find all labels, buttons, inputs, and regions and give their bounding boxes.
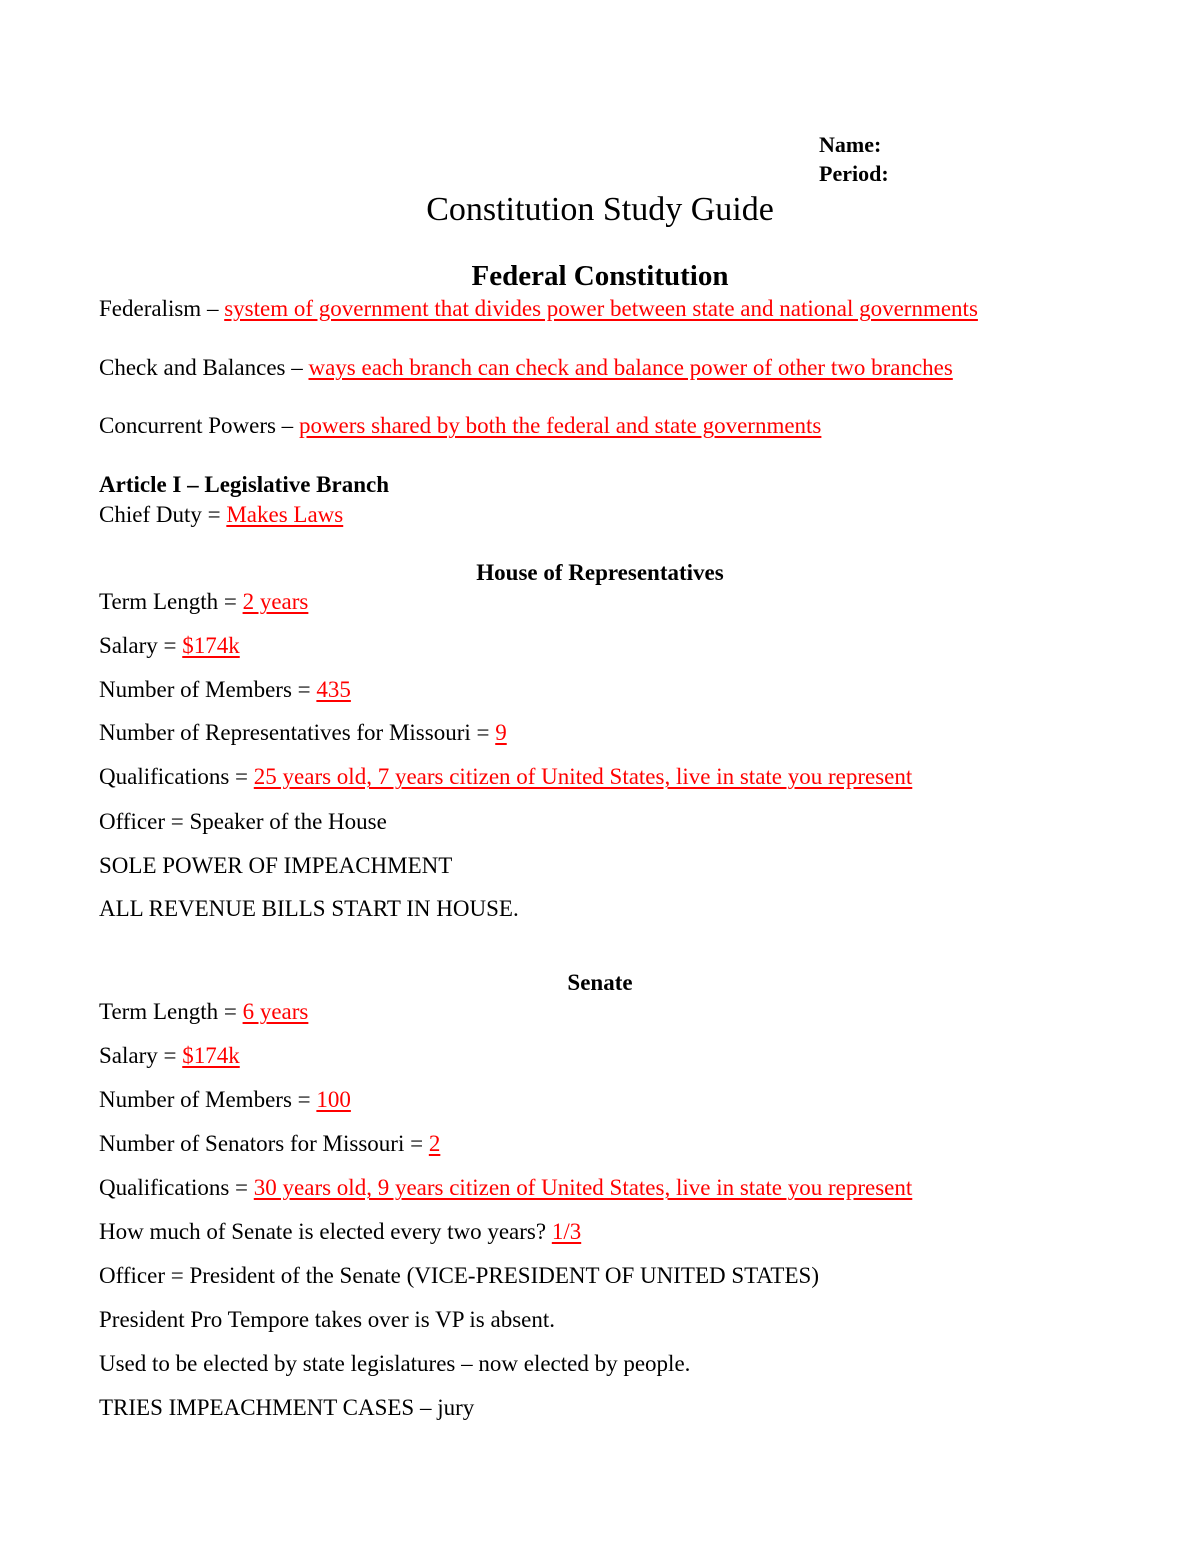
salary-label: Salary = [99,633,183,658]
term-label: Term Length = [99,999,243,1024]
term-label: Term Length = [99,589,243,614]
house-revenue: ALL REVENUE BILLS START IN HOUSE. [99,896,519,921]
elected-answer: 1/3 [551,1219,582,1244]
senate-elected-fraction [99,1218,581,1246]
period-label: Period: [819,161,889,186]
senate-qualifications [99,1174,912,1202]
definition-answer: ways each branch can check and balance power of other two branches [308,355,953,380]
student-header [819,130,889,188]
members-label: Number of Members = [99,1087,317,1112]
senate-impeachment: TRIES IMPEACHMENT CASES – jury [99,1395,475,1420]
senate-salary [99,1042,240,1070]
qualifications-answer: 25 years old, 7 years citizen of United States, live in state you represent [253,764,913,789]
missouri-answer: 9 [495,720,507,745]
salary-label: Salary = [99,1043,183,1068]
definition-checks-balances [99,354,953,382]
house-members [99,676,351,704]
senate-missouri [99,1130,440,1158]
house-salary [99,632,240,660]
definition-term: Federalism – [99,296,225,321]
house-officer: Officer = Speaker of the House [99,809,387,834]
missouri-answer: 2 [428,1131,441,1156]
senate-members [99,1086,351,1114]
qualifications-answer: 30 years old, 9 years citizen of United States, live in state you represent [253,1175,913,1200]
senate-heading: Senate [567,970,633,995]
house-term-length [99,588,308,616]
qualifications-label: Qualifications = [99,764,254,789]
term-answer: 6 years [242,999,309,1024]
elected-label: How much of Senate is elected every two years? [99,1219,552,1244]
chief-duty-answer: Makes Laws [226,502,344,527]
missouri-label: Number of Representatives for Missouri = [99,720,496,745]
definition-answer: powers shared by both the federal and state governments [298,413,822,438]
senate-elected-history: Used to be elected by state legislatures – now elected by people. [99,1351,691,1376]
chief-duty-label: Chief Duty = [99,502,227,527]
definition-term: Check and Balances – [99,355,309,380]
definition-answer: system of government that divides power between state and national governments [224,296,978,321]
salary-answer: $174k [182,1043,240,1068]
house-qualifications [99,763,912,791]
definition-term: Concurrent Powers – [99,413,299,438]
definition-concurrent-powers [99,412,821,440]
senate-term-length [99,998,308,1026]
house-heading: House of Representatives [476,560,724,585]
senate-officer: Officer = President of the Senate (VICE-PRESIDENT OF UNITED STATES) [99,1263,819,1288]
house-missouri [99,719,507,747]
salary-answer: $174k [182,633,240,658]
house-impeachment: SOLE POWER OF IMPEACHMENT [99,853,453,878]
qualifications-label: Qualifications = [99,1175,254,1200]
definition-federalism [99,295,978,323]
document-title: Constitution Study Guide [426,191,774,228]
chief-duty [99,501,343,529]
members-label: Number of Members = [99,677,317,702]
name-label: Name: [819,132,882,157]
senate-pro-tempore: President Pro Tempore takes over is VP is absent. [99,1307,555,1332]
term-answer: 2 years [242,589,309,614]
members-answer: 435 [316,677,351,702]
article-heading: Article I – Legislative Branch [99,472,390,497]
section-title: Federal Constitution [471,260,729,292]
members-answer: 100 [316,1087,351,1112]
missouri-label: Number of Senators for Missouri = [99,1131,429,1156]
